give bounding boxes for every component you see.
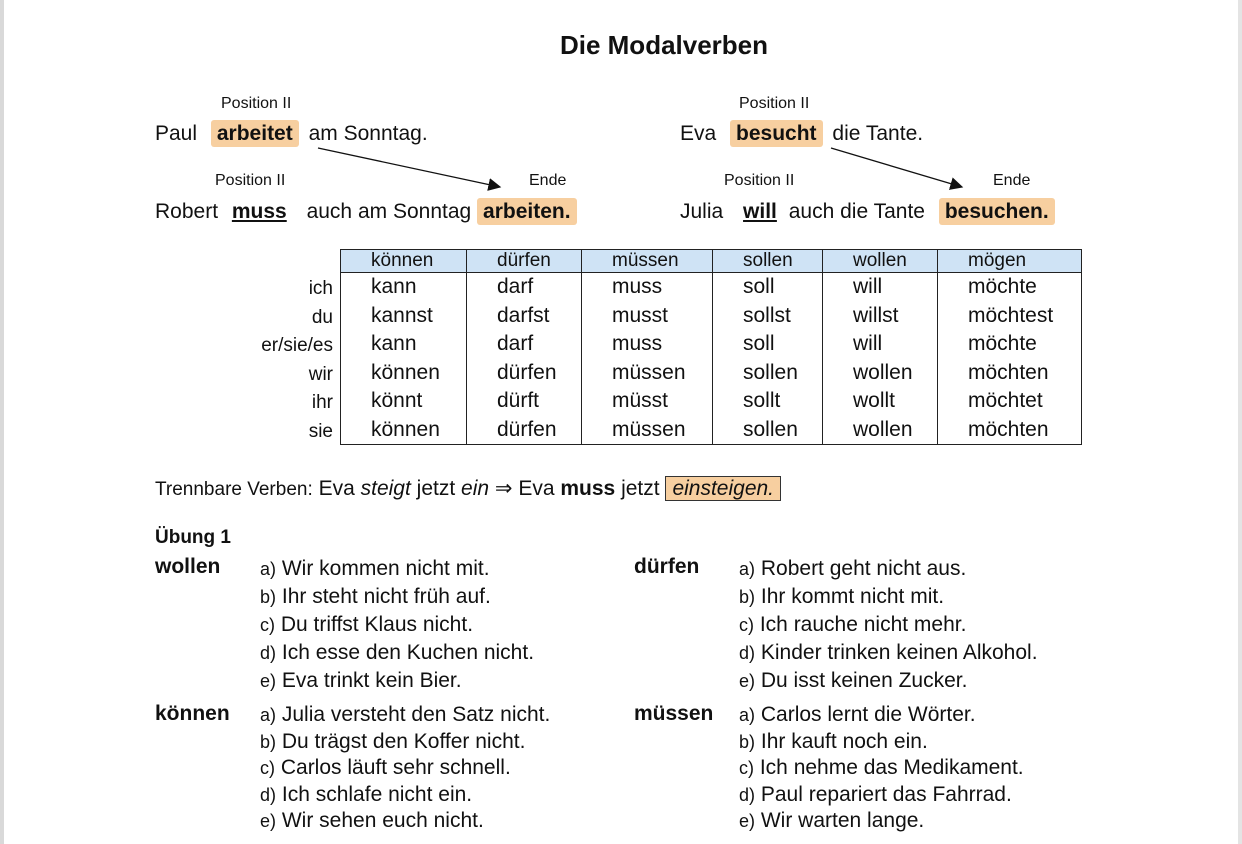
- table-cell: kann: [341, 273, 467, 302]
- table-cell: darf: [467, 330, 582, 359]
- table-cell: sollen: [713, 416, 823, 445]
- highlighted-verb: besucht: [730, 120, 823, 147]
- list-item: a) Julia versteht den Satz nicht.: [260, 703, 551, 726]
- separable-word: jetzt: [621, 477, 660, 500]
- exercise-verb: müssen: [634, 702, 714, 725]
- table-cell: müssen: [582, 416, 713, 445]
- position-label: Position II: [221, 95, 292, 112]
- separable-word: ein: [461, 477, 490, 500]
- table-cell: will: [823, 273, 938, 302]
- column-header: dürfen: [467, 250, 582, 273]
- exercise-verb: können: [155, 702, 230, 725]
- table-cell: möchtet: [938, 387, 1082, 416]
- highlighted-infinitive: arbeiten.: [477, 198, 577, 225]
- conjugation-table: [340, 249, 1082, 445]
- separable-label: Trennbare Verben:: [155, 479, 313, 500]
- table-row: [341, 273, 1082, 302]
- modal-verb: will: [743, 200, 777, 223]
- pronoun-label: ich: [308, 278, 333, 299]
- table-cell: möchten: [938, 416, 1082, 445]
- page-title: Die Modalverben: [559, 30, 769, 60]
- table-cell: können: [341, 416, 467, 445]
- arrow-right: [831, 148, 962, 187]
- table-cell: dürft: [467, 387, 582, 416]
- table-header-row: [341, 250, 1082, 273]
- pronoun-label: wir: [308, 364, 333, 385]
- list-item: b) Ihr kauft noch ein.: [739, 729, 928, 753]
- separable-infinitive: einsteigen.: [665, 476, 781, 501]
- list-item: d) Ich esse den Kuchen nicht.: [260, 641, 535, 664]
- exercise-title: Übung 1: [155, 527, 231, 548]
- end-label: Ende: [993, 172, 1031, 189]
- separable-word: jetzt: [416, 477, 456, 500]
- table-cell: willst: [823, 302, 938, 331]
- highlighted-verb: arbeitet: [211, 120, 299, 147]
- table-cell: möchte: [938, 273, 1082, 302]
- table-cell: dürfen: [467, 416, 582, 445]
- table-cell: kannst: [341, 302, 467, 331]
- table-cell: kann: [341, 330, 467, 359]
- column-header: sollen: [713, 250, 823, 273]
- column-header: wollen: [823, 250, 938, 273]
- list-item: c) Du triffst Klaus nicht.: [260, 613, 474, 636]
- pronoun-label: er/sie/es: [261, 335, 333, 356]
- table-cell: darf: [467, 273, 582, 302]
- separable-word: Eva: [518, 477, 555, 500]
- list-item: e) Wir warten lange.: [739, 809, 925, 832]
- table-cell: soll: [713, 273, 823, 302]
- list-item: e) Eva trinkt kein Bier.: [260, 669, 462, 692]
- table-cell: müssen: [582, 359, 713, 388]
- list-item: a) Robert geht nicht aus.: [739, 557, 967, 580]
- arrow-left: [318, 148, 500, 187]
- table-row: [341, 359, 1082, 388]
- table-cell: sollen: [713, 359, 823, 388]
- table-cell: wollt: [823, 387, 938, 416]
- table-cell: soll: [713, 330, 823, 359]
- table-cell: musst: [582, 302, 713, 331]
- exercise-verb: wollen: [155, 555, 221, 578]
- sentence-subject: Paul: [155, 122, 198, 145]
- end-label: Ende: [529, 172, 567, 189]
- pronoun-label: ihr: [311, 392, 333, 413]
- list-item: d) Ich schlafe nicht ein.: [260, 782, 473, 806]
- sentence-rest: am Sonntag.: [308, 122, 428, 145]
- table-row: [341, 330, 1082, 359]
- table-cell: muss: [582, 273, 713, 302]
- sentence-rest: auch am Sonntag: [306, 200, 472, 223]
- table-cell: wollen: [823, 416, 938, 445]
- sentence-subject: Robert: [155, 200, 219, 223]
- table-cell: will: [823, 330, 938, 359]
- table-cell: möchte: [938, 330, 1082, 359]
- table-cell: müsst: [582, 387, 713, 416]
- sentence-rest: die Tante.: [832, 122, 924, 145]
- table-row: [341, 302, 1082, 331]
- table-cell: sollst: [713, 302, 823, 331]
- modal-verb: muss: [231, 200, 287, 223]
- column-header: müssen: [582, 250, 713, 273]
- implies-arrow: ⇒: [494, 477, 513, 500]
- pronoun-label: sie: [308, 421, 333, 442]
- sentence-rest: auch die Tante: [788, 200, 925, 223]
- list-item: c) Carlos läuft sehr schnell.: [260, 756, 511, 779]
- list-item: e) Wir sehen euch nicht.: [260, 809, 484, 832]
- list-item: a) Wir kommen nicht mit.: [260, 557, 490, 580]
- exercise-list: [739, 555, 1038, 695]
- separable-word: steigt: [360, 477, 411, 500]
- exercise-verb: dürfen: [634, 555, 700, 578]
- table-cell: dürfen: [467, 359, 582, 388]
- list-item: b) Ihr kommt nicht mit.: [739, 585, 945, 608]
- table-cell: wollen: [823, 359, 938, 388]
- table-row: [341, 416, 1082, 445]
- table-cell: muss: [582, 330, 713, 359]
- separable-verbs-line: [155, 476, 781, 501]
- list-item: c) Ich nehme das Medikament.: [739, 756, 1024, 779]
- list-item: c) Ich rauche nicht mehr.: [739, 613, 967, 636]
- table-cell: könnt: [341, 387, 467, 416]
- list-item: e) Du isst keinen Zucker.: [739, 669, 968, 692]
- table-cell: darfst: [467, 302, 582, 331]
- table-cell: möchtest: [938, 302, 1082, 331]
- highlighted-infinitive: besuchen.: [939, 198, 1055, 225]
- table-cell: sollt: [713, 387, 823, 416]
- pronoun-label: du: [311, 307, 333, 328]
- table-cell: können: [341, 359, 467, 388]
- exercise-list: [260, 702, 550, 835]
- column-header: mögen: [938, 250, 1082, 273]
- separable-word: Eva: [318, 477, 355, 500]
- separable-word: muss: [560, 477, 616, 500]
- list-item: d) Kinder trinken keinen Alkohol.: [739, 641, 1038, 664]
- list-item: d) Paul repariert das Fahrrad.: [739, 782, 1012, 806]
- column-header: können: [341, 250, 467, 273]
- table-cell: möchten: [938, 359, 1082, 388]
- table-row: [341, 387, 1082, 416]
- sentence-subject: Julia: [680, 200, 724, 223]
- list-item: b) Ihr steht nicht früh auf.: [260, 585, 491, 608]
- position-label: Position II: [739, 95, 810, 112]
- exercise-list: [739, 702, 1024, 835]
- position-label: Position II: [724, 172, 795, 189]
- position-label: Position II: [215, 172, 286, 189]
- exercise-list: [260, 555, 534, 695]
- list-item: a) Carlos lernt die Wörter.: [739, 703, 976, 726]
- list-item: b) Du trägst den Koffer nicht.: [260, 729, 526, 753]
- sentence-subject: Eva: [680, 122, 717, 145]
